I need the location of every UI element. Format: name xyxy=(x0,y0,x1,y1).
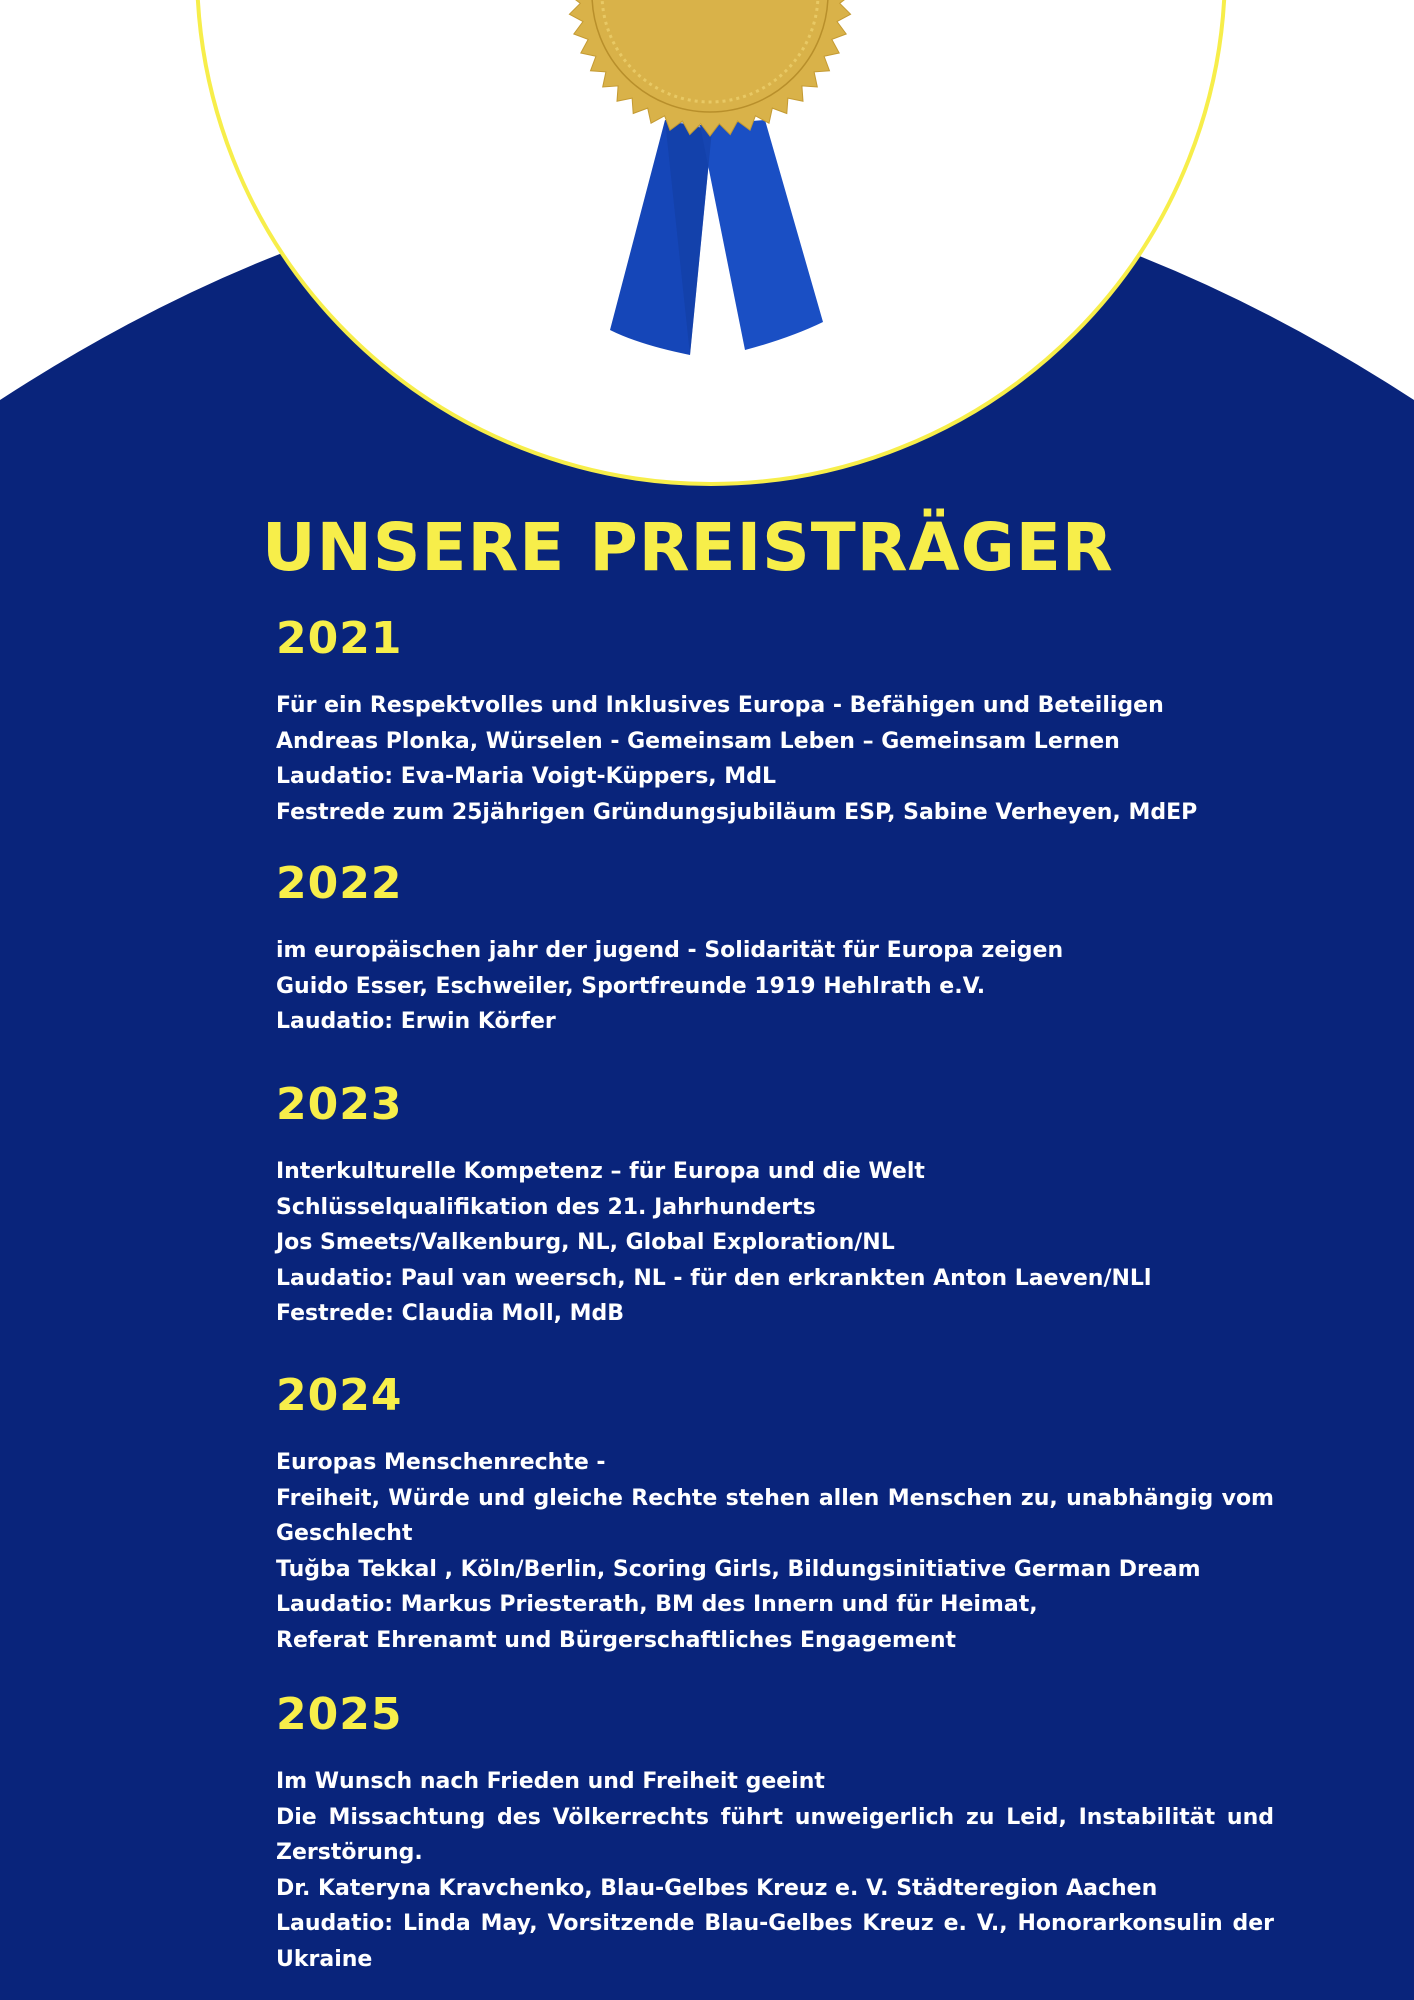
section-lines xyxy=(276,1764,1274,1978)
section-lines xyxy=(276,1154,1274,1332)
section-year: 2021 xyxy=(276,613,403,664)
section-line: Europas Menschenrechte - xyxy=(276,1450,606,1475)
award-section-2025 xyxy=(276,1688,1274,1978)
section-line: Im Wunsch nach Frieden und Freiheit geeint xyxy=(276,1769,825,1794)
section-line: Dr. Kateryna Kravchenko, Blau-Gelbes Kreuz e. V. Städteregion Aachen xyxy=(276,1875,1158,1901)
section-lines xyxy=(276,1445,1274,1659)
section-line: Für ein Respektvolles und Inklusives Europa - Befähigen und Beteiligen xyxy=(276,693,1164,718)
section-line: Interkulturelle Kompetenz – für Europa und die Welt xyxy=(276,1159,925,1184)
section-year: 2022 xyxy=(276,858,403,909)
section-line: Festrede: Claudia Moll, MdB xyxy=(276,1301,625,1327)
award-section-2022 xyxy=(276,857,1274,1040)
page-title: UNSERE PREISTRÄGER xyxy=(262,509,1114,586)
section-year: 2024 xyxy=(276,1370,403,1421)
section-line: im europäischen jahr der jugend - Solidarität für Europa zeigen xyxy=(276,938,1064,963)
section-line: Laudatio: Eva-Maria Voigt-Küppers, MdL xyxy=(276,764,776,790)
section-year: 2025 xyxy=(276,1689,403,1740)
section-line: Andreas Plonka, Würselen - Gemeinsam Leben – Gemeinsam Lernen xyxy=(276,728,1120,754)
award-section-2024 xyxy=(276,1369,1274,1659)
section-line: Freiheit, Würde und gleiche Rechte stehen allen Menschen zu, unabhängig vom Geschlecht xyxy=(276,1485,1274,1547)
section-line: Schlüsselqualifikation des 21. Jahrhunderts xyxy=(276,1194,816,1220)
section-line: Laudatio: Markus Priesterath, BM des Innern und für Heimat, xyxy=(276,1592,1038,1618)
section-line: Festrede zum 25jährigen Gründungsjubiläum ESP, Sabine Verheyen, MdEP xyxy=(276,799,1198,825)
section-line: Laudatio: Paul van weersch, NL - für den erkrankten Anton Laeven/NLl xyxy=(276,1265,1152,1291)
section-line: Laudatio: Linda May, Vorsitzende Blau-Gelbes Kreuz e. V., Honorarkonsulin der Ukraine xyxy=(276,1911,1274,1972)
section-line: Die Missachtung des Völkerrechts führt unweigerlich zu Leid, Instabilität und Zerstörung. xyxy=(276,1804,1274,1866)
section-line: Referat Ehrenamt und Bürgerschaftliches Engagement xyxy=(276,1627,956,1653)
section-lines xyxy=(276,688,1274,830)
section-line: Jos Smeets/Valkenburg, NL, Global Exploration/NL xyxy=(276,1230,895,1256)
section-line: Guido Esser, Eschweiler, Sportfreunde 1919 Hehlrath e.V. xyxy=(276,973,986,999)
section-lines xyxy=(276,933,1274,1040)
section-year: 2023 xyxy=(276,1079,403,1130)
section-line: Laudatio: Erwin Körfer xyxy=(276,1009,556,1035)
section-line: Tuğba Tekkal , Köln/Berlin, Scoring Girls, Bildungsinitiative German Dream xyxy=(276,1556,1201,1582)
award-section-2021 xyxy=(276,612,1274,830)
award-section-2023 xyxy=(276,1078,1274,1332)
